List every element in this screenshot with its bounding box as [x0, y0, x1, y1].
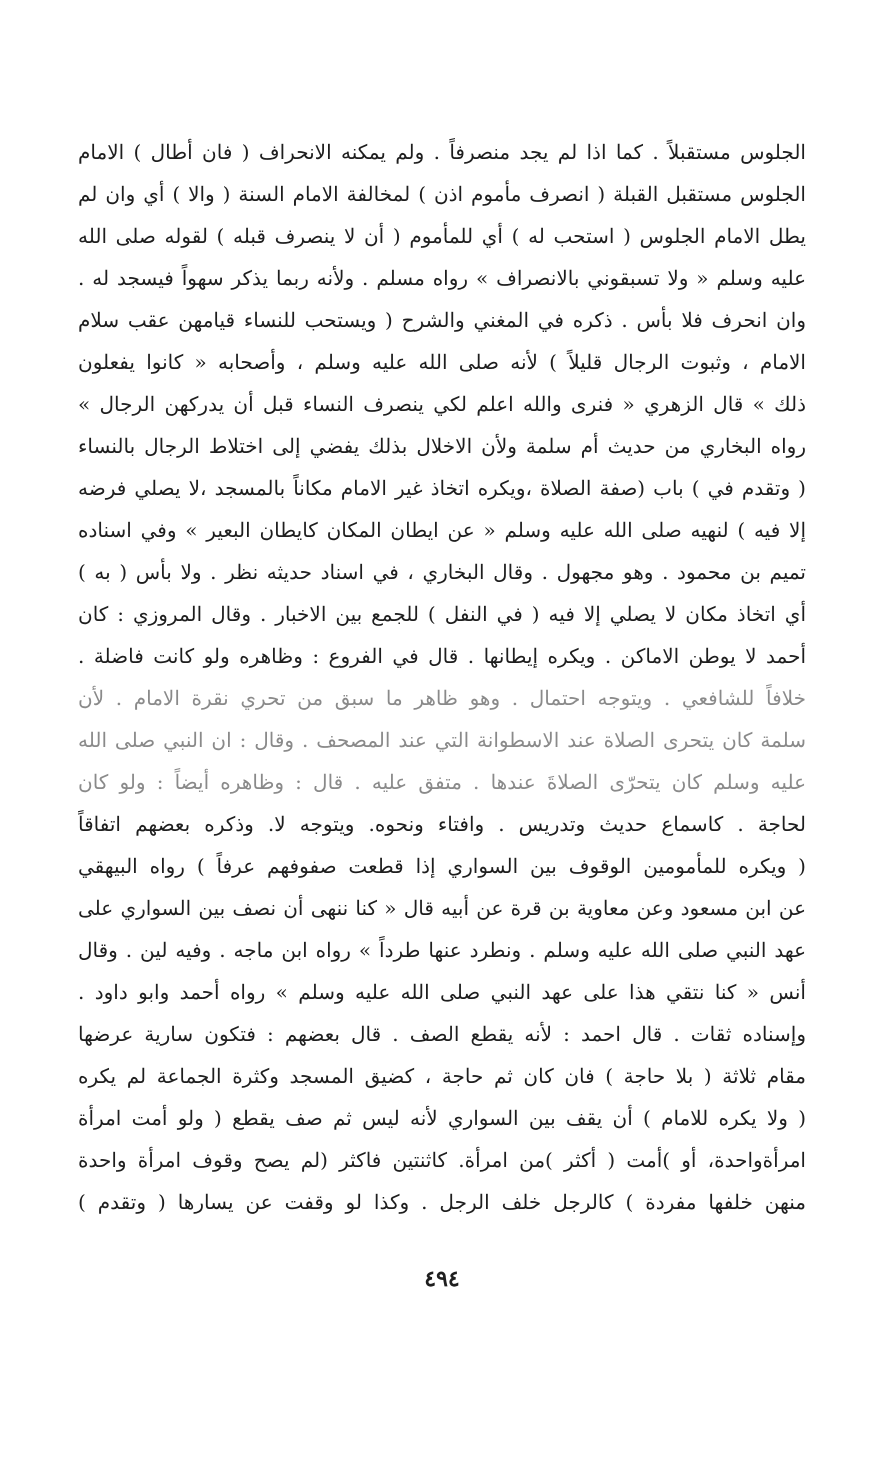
text-line: الجلوس مستقبلاً . كما اذا لم يجد منصرفاً . ولم يمكنه الانحراف ( فان أطال ) الامام	[78, 140, 806, 164]
text-line: عن ابن مسعود وعن معاوية بن قرة عن أبيه قال « كنا ننهى أن نصف بين السواري على	[78, 896, 806, 920]
text-line: منهن خلفها مفردة ) كالرجل خلف الرجل . وكذا لو وقفت عن يسارها ( وتقدم )	[78, 1190, 806, 1214]
text-line: امرأةواحدة، أو )أمت ( أكثر )من امرأة. كاثنتين فاكثر (لم يصح وقوف امرأة واحدة	[78, 1148, 806, 1172]
body-text	[78, 131, 806, 1223]
text-line: إلا فيه ) لنهيه صلى الله عليه وسلم « عن ايطان المكان كايطان البعير » وفي اسناده	[78, 518, 806, 542]
text-line: وان انحرف فلا بأس . ذكره في المغني والشرح ( ويستحب للنساء قيامهن عقب سلام	[78, 308, 806, 332]
page-number: ٤٩٤	[424, 1266, 460, 1292]
text-line: أحمد لا يوطن الاماكن . ويكره إيطانها . قال في الفروع : وظاهره ولو كانت فاضلة .	[78, 644, 806, 668]
text-line: أنس « كنا نتقي هذا على عهد النبي صلى الله عليه وسلم » رواه أحمد وابو داود .	[78, 980, 806, 1004]
text-line-faded: سلمة كان يتحرى الصلاة عند الاسطوانة التي عند المصحف . وقال : ان النبي صلى الله	[78, 728, 806, 752]
text-line: الامام ، وثبوت الرجال قليلاً ) لأنه صلى الله عليه وسلم ، وأصحابه « كانوا يفعلون	[78, 350, 806, 374]
text-line: أي اتخاذ مكان لا يصلي إلا فيه ( في النفل ) للجمع بين الاخبار . وقال المروزي : كان	[78, 602, 806, 626]
text-line: الجلوس مستقبل القبلة ( انصرف مأموم اذن ) لمخالفة الامام السنة ( والا ) أي وان لم	[78, 182, 806, 206]
text-line: مقام ثلاثة ( بلا حاجة ) فان كان ثم حاجة ، كضيق المسجد وكثرة الجماعة لم يكره	[78, 1064, 806, 1088]
text-line: رواه البخاري من حديث أم سلمة ولأن الاخلال بذلك يفضي إلى اختلاط الرجال بالنساء	[78, 434, 806, 458]
text-line: ذلك » قال الزهري « فنرى والله اعلم لكي ينصرف النساء قبل أن يدركهن الرجال »	[78, 392, 806, 416]
text-line-faded: خلافاً للشافعي . ويتوجه احتمال . وهو ظاهر ما سبق من تحري نقرة الامام . لأن	[78, 686, 806, 710]
text-line: ( ويكره للمأمومين الوقوف بين السواري إذا قطعت صفوفهم عرفاً ) رواه البيهقي	[78, 854, 806, 878]
text-line: لحاجة . كاسماع حديث وتدريس . وافتاء ونحوه. ويتوجه لا. وذكره بعضهم اتفاقاً	[78, 812, 806, 836]
text-line: يطل الامام الجلوس ( استحب له ) أي للمأموم ( أن لا ينصرف قبله ) لقوله صلى الله	[78, 224, 806, 248]
text-line: عهد النبي صلى الله عليه وسلم . ونطرد عنها طرداً » رواه ابن ماجه . وفيه لين . وقال	[78, 938, 806, 962]
text-line: تميم بن محمود . وهو مجهول . وقال البخاري ، في اسناد حديثه نظر . ولا بأس ( به )	[78, 560, 806, 584]
text-line-faded: عليه وسلم كان يتحرّى الصلاةَ عندها . متفق عليه . قال : وظاهره أيضاً : ولو كان	[78, 770, 806, 794]
text-line: عليه وسلم « ولا تسبقوني بالانصراف » رواه مسلم . ولأنه ربما يذكر سهواً فيسجد له .	[78, 266, 806, 290]
text-line: ( ولا يكره للامام ) أن يقف بين السواري لأنه ليس ثم صف يقطع ( ولو أمت امرأة	[78, 1106, 806, 1130]
text-line: ( وتقدم في ) باب (صفة الصلاة ،ويكره اتخاذ غير الامام مكاناً بالمسجد ،لا يصلي فرضه	[78, 476, 806, 500]
text-line: وإسناده ثقات . قال احمد : لأنه يقطع الصف . قال بعضهم : فتكون سارية عرضها	[78, 1022, 806, 1046]
